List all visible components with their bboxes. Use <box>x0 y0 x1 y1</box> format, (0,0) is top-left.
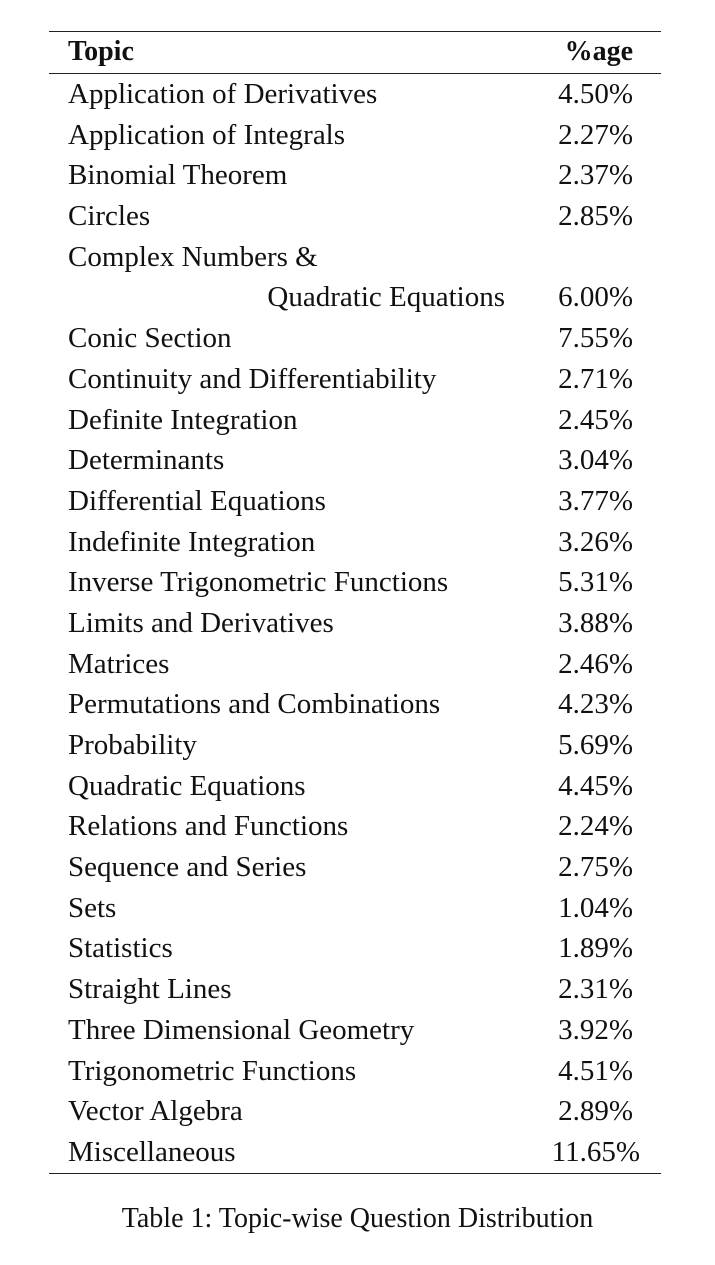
table-caption: Table 1: Topic-wise Question Distribution <box>121 1203 594 1234</box>
row-topic: Relations and Functions <box>68 810 349 843</box>
table-row <box>49 1051 661 1092</box>
table-row <box>49 766 661 807</box>
header-percentage: %age <box>564 36 633 67</box>
row-topic: Determinants <box>68 444 225 477</box>
topic-distribution-table <box>49 31 661 1174</box>
row-topic: Continuity and Differentiability <box>68 362 437 395</box>
row-topic: Application of Derivatives <box>68 78 378 110</box>
table-row <box>49 928 661 969</box>
table-row <box>49 237 661 318</box>
row-percentage: 3.77% <box>558 484 633 517</box>
row-percentage: 6.00% <box>558 281 633 314</box>
row-topic: Application of Integrals <box>68 118 346 151</box>
row-topic: Straight Lines <box>68 973 232 1006</box>
table-row <box>49 522 661 563</box>
table-row <box>49 1132 661 1173</box>
row-topic: Differential Equations <box>68 484 326 517</box>
table-row <box>49 888 661 929</box>
row-percentage: 2.75% <box>558 851 633 884</box>
row-percentage: 2.24% <box>558 810 633 843</box>
table-row <box>49 562 661 603</box>
row-topic: Three Dimensional Geometry <box>68 1013 415 1046</box>
table-row <box>49 196 661 237</box>
row-percentage: 3.88% <box>558 606 633 639</box>
row-topic: Inverse Trigonometric Functions <box>68 566 449 599</box>
table-row <box>49 644 661 685</box>
table-row <box>49 1010 661 1051</box>
row-topic: Limits and Derivatives <box>68 606 334 639</box>
row-percentage: 3.26% <box>558 525 633 558</box>
row-topic: Trigonometric Functions <box>68 1054 357 1087</box>
table-row <box>49 806 661 847</box>
table-row <box>49 359 661 400</box>
row-topic-line2: Quadratic Equations <box>267 281 505 314</box>
row-percentage: 1.04% <box>558 891 633 924</box>
table-row <box>49 400 661 441</box>
row-topic: Permutations and Combinations <box>68 688 441 721</box>
row-percentage: 2.85% <box>558 200 633 233</box>
table-row <box>49 481 661 522</box>
table-row <box>49 74 661 115</box>
row-topic-line1: Complex Numbers & <box>68 240 318 273</box>
table-row <box>49 969 661 1010</box>
row-topic: Circles <box>68 200 151 233</box>
row-percentage: 1.89% <box>558 932 633 965</box>
row-percentage: 3.04% <box>558 444 633 477</box>
table-row <box>49 847 661 888</box>
row-percentage: 4.23% <box>558 688 633 721</box>
table-row <box>49 1091 661 1132</box>
row-topic: Quadratic Equations <box>68 769 306 802</box>
row-topic: Conic Section <box>68 322 232 355</box>
row-topic: Definite Integration <box>68 403 298 436</box>
table-header-row <box>49 32 661 73</box>
row-percentage: 4.51% <box>558 1054 633 1087</box>
row-percentage: 7.55% <box>558 322 633 355</box>
row-percentage: 2.31% <box>558 973 633 1006</box>
row-topic: Vector Algebra <box>68 1095 243 1128</box>
table-bottom-rule <box>49 1173 661 1174</box>
row-percentage: 4.50% <box>558 78 633 110</box>
table-row <box>49 603 661 644</box>
row-percentage: 5.31% <box>558 566 633 599</box>
table-row <box>49 440 661 481</box>
table-row <box>49 115 661 156</box>
row-topic: Probability <box>68 729 197 762</box>
row-topic: Miscellaneous <box>68 1135 236 1168</box>
row-topic: Sets <box>68 891 117 924</box>
row-percentage: 2.27% <box>558 118 633 151</box>
row-percentage: 2.71% <box>558 362 633 395</box>
row-topic: Sequence and Series <box>68 851 307 884</box>
table-row <box>49 725 661 766</box>
header-topic: Topic <box>68 36 134 67</box>
row-topic: Matrices <box>68 647 170 680</box>
row-percentage: 2.46% <box>558 647 633 680</box>
row-topic: Indefinite Integration <box>68 525 316 558</box>
table-row <box>49 318 661 359</box>
table-row <box>49 155 661 196</box>
row-topic: Statistics <box>68 932 173 965</box>
row-percentage: 2.89% <box>558 1095 633 1128</box>
table-row <box>49 684 661 725</box>
row-percentage: 2.37% <box>558 159 633 192</box>
row-topic: Binomial Theorem <box>68 159 288 192</box>
row-percentage: 4.45% <box>558 769 633 802</box>
row-percentage: 11.65% <box>551 1135 640 1168</box>
row-percentage: 5.69% <box>558 729 633 762</box>
row-percentage: 3.92% <box>558 1013 633 1046</box>
row-percentage: 2.45% <box>558 403 633 436</box>
